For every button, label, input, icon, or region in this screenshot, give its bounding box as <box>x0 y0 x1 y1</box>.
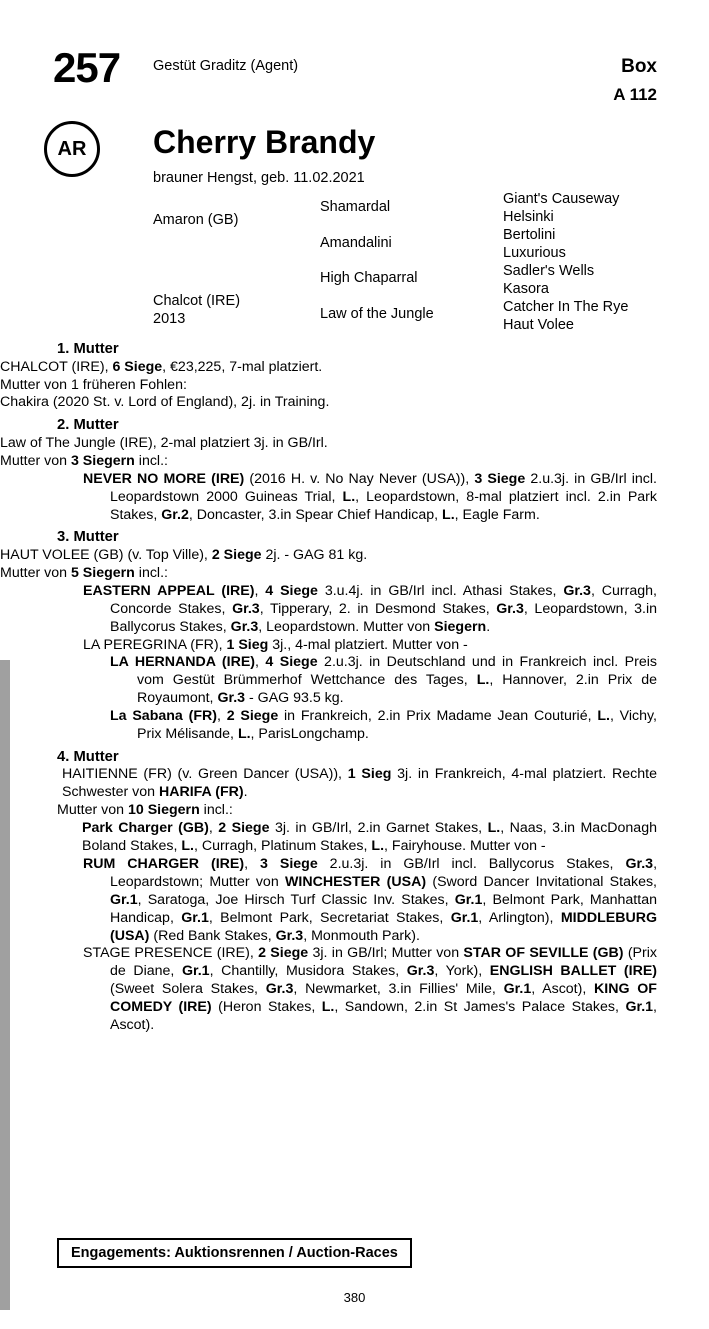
ar-badge: AR <box>44 121 100 177</box>
dam4-progeny-3: STAGE PRESENCE (IRE), 2 Siege 3j. in GB/Irl; Mutter von STAR OF SEVILLE (GB) (Prix de Diane, Gr.1, Chantilly, Musidora Stakes, Gr.3, York), ENGLISH BALLET (IRE) (Sweet Solera Stakes, Gr.3, Newmarket, 3.in Fillies' Mile, Gr.1, Ascot), KING OF COMEDY (IRE) (Heron Stakes, L., Sandown, 2.in St James's Palace Stakes, Gr.1, Ascot). <box>83 945 658 1033</box>
dam4-line-2: Mutter von 10 Siegern incl.: <box>57 802 233 819</box>
dam3-progeny-1: EASTERN APPEAL (IRE), 4 Siege 3.u.4j. in GB/Irl incl. Athasi Stakes, Gr.3, Curragh, Concorde Stakes, Gr.3, Tipperary, 2. in Desmond Stakes, Gr.3, Leopardstown, 3.in Ballycorus Stakes, Gr.3, Leopardstown. Mutter von Siegern. <box>83 582 657 635</box>
dam3-progeny-2: LA PEREGRINA (FR), 1 Sieg 3j., 4-mal platziert. Mutter von - <box>83 636 468 653</box>
page-number: 380 <box>343 1290 366 1305</box>
dam3-line-1: HAUT VOLEE (GB) (v. Top Ville), 2 Siege 2j. - GAG 81 kg. <box>0 547 368 564</box>
pedigree-sire-sire: Shamardal <box>320 199 391 215</box>
box-value: A 112 <box>613 85 657 104</box>
pedigree-dam: Chalcot (IRE) <box>153 293 241 309</box>
dam4-progeny-1: Park Charger (GB), 2 Siege 3j. in GB/Irl, 2.in Garnet Stakes, L., Naas, 3.in MacDonagh Boland Stakes, L., Curragh, Platinum Stakes, L., Fairyhouse. Mutter von - <box>82 820 657 855</box>
pedigree-dam-sire-sire: Sadler's Wells <box>503 263 595 279</box>
pedigree-sire-dam: Amandalini <box>320 235 392 251</box>
pedigree-dam-dam-dam: Haut Volee <box>503 317 574 333</box>
dam2-progeny-1: NEVER NO MORE (IRE) (2016 H. v. No Nay Never (USA)), 3 Siege 2.u.3j. in GB/Irl incl. Leopardstown 2000 Guineas Trial, L., Leopardstown, 8-mal platziert incl. 2.in Park Stakes, Gr.2, Doncaster, 3.in Spear Chief Handicap, L., Eagle Farm. <box>83 470 657 523</box>
page-title: Cherry Brandy <box>153 124 376 160</box>
pedigree-dam-dam-sire: Catcher In The Rye <box>503 299 629 315</box>
pedigree-sire-sire-sire: Giant's Causeway <box>503 191 620 207</box>
dam4-progeny-2: RUM CHARGER (IRE), 3 Siege 2.u.3j. in GB/Irl incl. Ballycorus Stakes, Gr.3, Leopardstown; Mutter von WINCHESTER (USA) (Sword Dancer Invitational Stakes, Gr.1, Saratoga, Joe Hirsch Turf Classic Inv. Stakes, Gr.1, Belmont Park, Manhattan Handicap, Gr.1, Belmont Park, Secretariat Stakes, Gr.1, Arlington), MIDDLEBURG (USA) (Red Bank Stakes, Gr.3, Monmouth Park). <box>83 855 658 944</box>
box-label: Box <box>621 56 657 77</box>
pedigree-narrative <box>0 336 709 1035</box>
pedigree-dam-year: 2013 <box>153 311 186 327</box>
section-heading-dam-2: 2. Mutter <box>57 417 119 434</box>
dam1-progeny-1: Chakira (2020 St. v. Lord of England), 2j. in Training. <box>0 394 330 411</box>
dam1-line-1: CHALCOT (IRE), 6 Siege, €23,225, 7-mal platziert. <box>0 358 323 375</box>
consignor-name: Gestüt Graditz (Agent) <box>153 58 299 74</box>
section-heading-dam-1: 1. Mutter <box>57 341 119 357</box>
engagements-box: Engagements: Auktionsrennen / Auction-Races <box>57 1238 412 1268</box>
dam2-line-1: Law of The Jungle (IRE), 2-mal platziert 3j. in GB/Irl. <box>0 434 328 451</box>
section-heading-dam-3: 3. Mutter <box>57 529 119 546</box>
dam3-line-2: Mutter von 5 Siegern incl.: <box>0 564 168 581</box>
dam1-line-2: Mutter von 1 früheren Fohlen: <box>0 376 187 393</box>
section-heading-dam-4: 4. Mutter <box>57 748 119 765</box>
pedigree-sire: Amaron (GB) <box>153 212 239 228</box>
pedigree-sire-sire-dam: Helsinki <box>503 209 554 225</box>
dam2-line-2: Mutter von 3 Siegern incl.: <box>0 452 168 469</box>
lot-number: 257 <box>53 44 121 91</box>
pedigree-table <box>0 190 709 335</box>
pedigree-dam-dam: Law of the Jungle <box>320 306 434 322</box>
pedigree-sire-dam-sire: Bertolini <box>503 227 556 243</box>
dam3-progeny-3: LA HERNANDA (IRE), 4 Siege 2.u.3j. in Deutschland und in Frankreich incl. Preis vom Gestüt Brümmerhof Wettchance des Tages, L., Hannover, 2.in Prix de Royaumont, Gr.3 - GAG 93.5 kg. <box>110 654 657 707</box>
wins-count: 6 Siege <box>112 358 163 375</box>
dam4-line-1: HAITIENNE (FR) (v. Green Dancer (USA)), 1 Sieg 3j. in Frankreich, 4-mal platziert. Rechte Schwester von HARIFA (FR). <box>62 766 657 801</box>
horse-description: brauner Hengst, geb. 11.02.2021 <box>153 170 365 186</box>
pedigree-dam-sire-dam: Kasora <box>503 281 549 297</box>
page-header <box>0 0 709 186</box>
pedigree-sire-dam-dam: Luxurious <box>503 245 566 261</box>
dam3-progeny-4: La Sabana (FR), 2 Siege in Frankreich, 2.in Prix Madame Jean Couturié, L., Vichy, Prix Mélisande, L., ParisLongchamp. <box>110 708 657 742</box>
pedigree-dam-sire: High Chaparral <box>320 270 418 286</box>
